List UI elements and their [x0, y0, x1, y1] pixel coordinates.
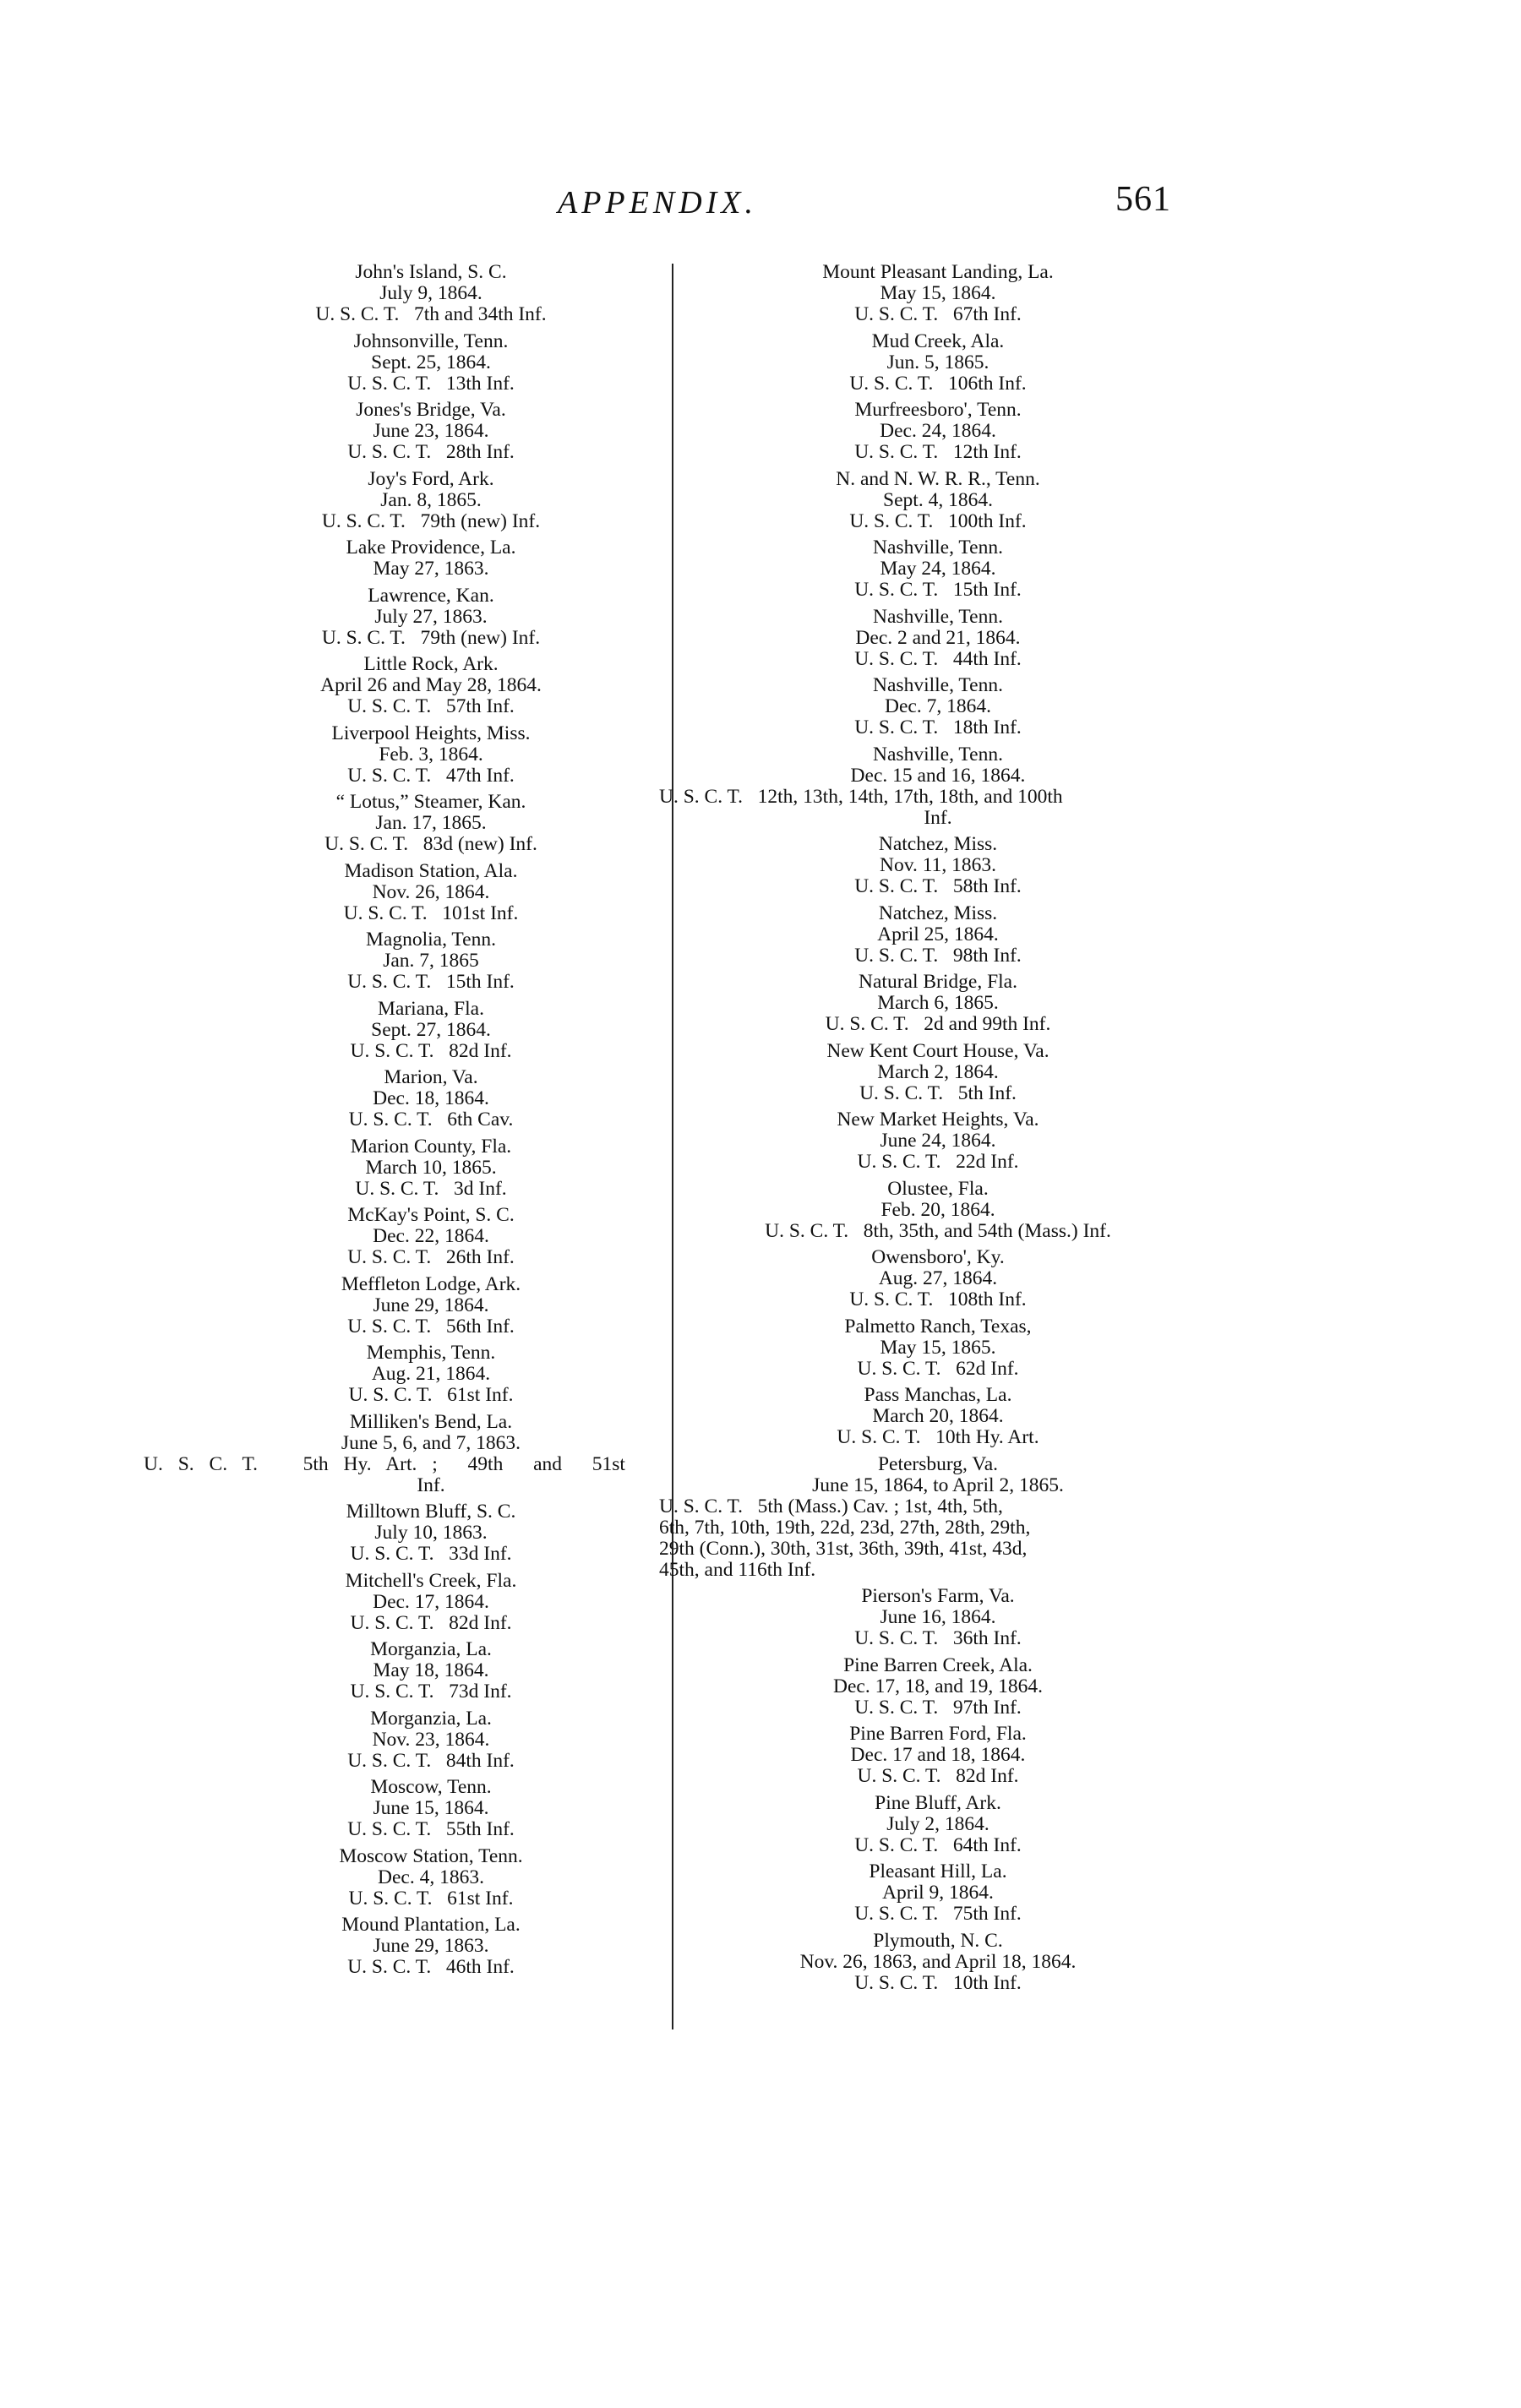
engagement-date: Nov. 26, 1864.: [372, 880, 490, 903]
engagement-units: U. S. C. T. 7th and 34th Inf.: [315, 303, 547, 325]
engagement-units: U. S. C. T. 6th Cav.: [348, 1109, 514, 1130]
engagement-date: May 15, 1864.: [880, 282, 996, 304]
engagement-place: Johnsonville, Tenn.: [353, 330, 509, 352]
engagement-place: Natural Bridge, Fla.: [859, 971, 1017, 993]
engagement-place: John's Island, S. C.: [355, 261, 507, 283]
engagement-date: Jun. 5, 1865.: [886, 351, 989, 373]
engagement-place: Pine Barren Ford, Fla.: [849, 1723, 1027, 1745]
engagement-date: June 15, 1864, to April 2, 1865.: [812, 1474, 1064, 1496]
engagement-entry: [194, 537, 668, 580]
engagement-entry: [659, 743, 1191, 829]
engagement-entry: [684, 1931, 1191, 1994]
engagement-entry: [194, 1501, 668, 1565]
engagement-entry: [194, 1639, 668, 1702]
engagement-place: Liverpool Heights, Miss.: [331, 722, 531, 744]
engagement-place: Mud Creek, Ala.: [871, 330, 1005, 352]
engagement-units: U. S. C. T. 79th (new) Inf.: [321, 626, 541, 649]
engagement-place: Moscow, Tenn.: [370, 1776, 492, 1798]
engagement-units: U. S. C. T. 15th Inf.: [347, 971, 515, 993]
engagement-date: Jan. 17, 1865.: [375, 812, 487, 834]
engagement-date: Dec. 22, 1864.: [373, 1225, 489, 1247]
engagement-units: U. S. C. T. 55th Inf.: [347, 1818, 515, 1840]
engagement-entry: [684, 607, 1191, 670]
engagement-entry: [684, 1179, 1191, 1242]
engagement-place: Joy's Ford, Ark.: [368, 467, 494, 490]
engagement-place: Petersburg, Va.: [877, 1452, 999, 1475]
engagement-place: Olustee, Fla.: [887, 1177, 989, 1200]
engagement-units: U. S. C. T. 46th Inf.: [347, 1956, 515, 1978]
engagement-place: McKay's Point, S. C.: [347, 1204, 515, 1226]
engagement-date: Feb. 3, 1864.: [379, 743, 483, 765]
engagement-units: U. S. C. T. 73d Inf.: [350, 1681, 512, 1702]
engagement-units: U. S. C. T. 82d Inf.: [350, 1611, 512, 1634]
engagement-place: Little Rock, Ark.: [363, 653, 499, 675]
engagement-entry: [194, 400, 668, 463]
engagement-date: June 29, 1863.: [373, 1935, 489, 1957]
engagement-date: May 18, 1864.: [373, 1659, 489, 1681]
engagement-place: Nashville, Tenn.: [873, 674, 1003, 696]
engagement-place: Mount Pleasant Landing, La.: [822, 261, 1054, 283]
engagement-units: U. S. C. T. 5th Inf.: [859, 1081, 1017, 1104]
engagement-entry: [684, 469, 1191, 532]
engagement-date: May 15, 1865.: [880, 1336, 996, 1359]
page-number: 561: [1115, 180, 1171, 219]
engagement-entry: [194, 723, 668, 787]
engagement-entry: [684, 1793, 1191, 1856]
engagement-units: U. S. C. T. 57th Inf.: [347, 695, 515, 717]
engagement-units: U. S. C. T. 28th Inf.: [347, 441, 515, 463]
engagement-place: Pine Barren Creek, Ala.: [843, 1653, 1033, 1676]
engagement-entry: [194, 929, 668, 993]
engagement-date: Dec. 17, 18, and 19, 1864.: [832, 1675, 1043, 1697]
engagement-entry: [659, 1452, 1191, 1581]
engagement-date: April 26 and May 28, 1864.: [320, 674, 542, 696]
engagement-entry: [684, 903, 1191, 967]
engagement-units: U. S. C. T. 67th Inf.: [854, 303, 1022, 325]
engagement-units: U. S. C. T. 12th, 13th, 14th, 17th, 18th, and 100th: [659, 785, 1063, 808]
engagement-place: Plymouth, N. C.: [873, 1929, 1003, 1952]
engagement-entry: [684, 400, 1191, 463]
engagement-date: Nov. 23, 1864.: [372, 1728, 490, 1751]
engagement-units: U. S. C. T. 101st Inf.: [343, 902, 519, 924]
engagement-units: U. S. C. T. 79th (new) Inf.: [321, 509, 541, 532]
engagement-entry: [194, 1708, 668, 1772]
engagement-units: U. S. C. T. 61st Inf.: [348, 1887, 514, 1910]
engagement-entry: [194, 861, 668, 924]
engagement-date: Sept. 4, 1864.: [883, 488, 993, 511]
engagement-entry: [684, 1109, 1191, 1173]
engagement-entry: [684, 1861, 1191, 1925]
engagement-place: Jones's Bridge, Va.: [356, 399, 506, 421]
engagement-entry: [144, 1410, 668, 1496]
engagement-date: Dec. 17, 1864.: [373, 1590, 489, 1613]
engagement-date: June 23, 1864.: [373, 420, 489, 442]
engagement-entry: [194, 792, 668, 855]
right-column: [659, 261, 1191, 1999]
engagement-date: Dec. 2 and 21, 1864.: [855, 626, 1021, 649]
engagement-place: Marion, Va.: [384, 1066, 478, 1088]
engagement-date: June 5, 6, and 7, 1863.: [341, 1431, 521, 1454]
engagement-entry: [684, 972, 1191, 1035]
engagement-place: Morganzia, La.: [370, 1707, 492, 1730]
engagement-units: U. S. C. T. 97th Inf.: [854, 1696, 1022, 1719]
engagement-place: Morganzia, La.: [370, 1638, 492, 1660]
engagement-date: Dec. 24, 1864.: [880, 420, 996, 442]
engagement-place: Madison Station, Ala.: [344, 859, 518, 882]
engagement-units-continued: Inf.: [924, 806, 952, 829]
engagement-units: U. S. C. T. 3d Inf.: [355, 1177, 507, 1200]
engagement-place: Meffleton Lodge, Ark.: [341, 1272, 521, 1295]
engagement-place: New Market Heights, Va.: [837, 1109, 1039, 1130]
engagement-units: U. S. C. T. 8th, 35th, and 54th (Mass.) Inf.: [765, 1219, 1111, 1242]
engagement-date: Jan. 7, 1865: [383, 950, 479, 972]
engagement-date: Nov. 26, 1863, and April 18, 1864.: [799, 1950, 1077, 1973]
engagement-entry: [684, 1724, 1191, 1787]
engagement-date: April 25, 1864.: [877, 923, 999, 945]
engagement-place: “ Lotus,” Steamer, Kan.: [335, 791, 526, 813]
engagement-units: U. S. C. T. 47th Inf.: [347, 764, 515, 787]
engagement-entry: [684, 537, 1191, 601]
engagement-entry: [194, 654, 668, 717]
column-divider: [672, 264, 673, 2029]
running-head: APPENDIX.: [558, 185, 758, 221]
engagement-place: New Kent Court House, Va.: [826, 1039, 1049, 1062]
engagement-units: U. S. C. T. 98th Inf.: [854, 944, 1022, 967]
engagement-date: July 2, 1864.: [886, 1812, 989, 1835]
engagement-date: April 9, 1864.: [882, 1882, 994, 1904]
engagement-units: U. S. C. T. 84th Inf.: [347, 1749, 515, 1772]
engagement-entry: [194, 262, 668, 325]
engagement-place: Pass Manchas, La.: [864, 1384, 1012, 1406]
engagement-date: Dec. 17 and 18, 1864.: [850, 1744, 1026, 1766]
engagement-place: Milltown Bluff, S. C.: [346, 1501, 516, 1523]
engagement-place: Lawrence, Kan.: [368, 584, 494, 607]
engagement-entry: [684, 675, 1191, 738]
engagement-date: Nov. 11, 1863.: [880, 854, 996, 876]
engagement-units: U. S. C. T. 106th Inf.: [849, 372, 1027, 395]
engagement-units: U. S. C. T. 58th Inf.: [854, 875, 1022, 897]
engagement-place: Pine Bluff, Ark.: [875, 1791, 1001, 1814]
engagement-place: Nashville, Tenn.: [873, 743, 1003, 765]
engagement-entry: [684, 262, 1191, 325]
engagement-place: Magnolia, Tenn.: [366, 929, 496, 951]
engagement-units: U. S. C. T. 26th Inf.: [347, 1246, 515, 1268]
engagement-units: U. S. C. T. 33d Inf.: [350, 1543, 512, 1565]
engagement-units: U. S. C. T. 15th Inf.: [854, 579, 1022, 601]
engagement-units: U. S. C. T. 44th Inf.: [854, 647, 1022, 670]
engagement-units: U. S. C. T. 2d and 99th Inf.: [825, 1013, 1051, 1035]
engagement-place: Marion County, Fla.: [350, 1135, 512, 1158]
engagement-date: May 24, 1864.: [880, 558, 996, 580]
engagement-entry: [684, 1247, 1191, 1310]
engagement-date: Dec. 15 and 16, 1864.: [850, 764, 1026, 787]
engagement-entry: [684, 1316, 1191, 1380]
engagement-units: U. S. C. T. 82d Inf.: [350, 1039, 512, 1062]
engagement-date: March 2, 1864.: [877, 1060, 999, 1083]
engagement-place: Moscow Station, Tenn.: [339, 1844, 523, 1867]
engagement-place: Mound Plantation, La.: [341, 1914, 521, 1936]
engagement-units: U. S. C. T. 10th Inf.: [854, 1971, 1022, 1994]
engagement-entry: [194, 1136, 668, 1200]
engagement-date: Aug. 27, 1864.: [878, 1267, 998, 1289]
engagement-place: Pleasant Hill, La.: [869, 1860, 1007, 1882]
engagement-units: U. S. C. T. 75th Inf.: [854, 1903, 1022, 1925]
engagement-place: Lake Providence, La.: [346, 537, 516, 558]
engagement-place: N. and N. W. R. R., Tenn.: [836, 467, 1040, 490]
engagement-date: July 10, 1863.: [374, 1522, 488, 1544]
engagement-units: U. S. C. T. 100th Inf.: [849, 509, 1027, 532]
engagement-units: U. S. C. T. 36th Inf.: [854, 1627, 1022, 1649]
engagement-date: March 10, 1865.: [365, 1156, 497, 1179]
engagement-entry: [194, 1915, 668, 1978]
engagement-date: July 27, 1863.: [374, 605, 488, 628]
engagement-entry: [194, 331, 668, 395]
engagement-entry: [684, 1655, 1191, 1719]
engagement-place: Nashville, Tenn.: [873, 605, 1003, 628]
engagement-entry: [194, 1067, 668, 1130]
engagement-date: June 24, 1864.: [880, 1130, 996, 1152]
engagement-entry: [194, 999, 668, 1062]
engagement-place: Memphis, Tenn.: [366, 1342, 496, 1364]
engagement-date: Aug. 21, 1864.: [371, 1363, 491, 1385]
engagement-units: U. S. C. T. 83d (new) Inf.: [324, 833, 537, 855]
engagement-date: Jan. 8, 1865.: [380, 488, 482, 511]
engagement-place: Milliken's Bend, La.: [349, 1410, 513, 1433]
engagement-place: Mitchell's Creek, Fla.: [345, 1569, 517, 1592]
engagement-date: Sept. 25, 1864.: [371, 351, 491, 373]
engagement-units: U. S. C. T. 61st Inf.: [348, 1384, 514, 1406]
engagement-place: Murfreesboro', Tenn.: [854, 399, 1022, 421]
engagement-entry: [194, 469, 668, 532]
engagement-entry: [194, 1571, 668, 1634]
engagement-units: U. S. C. T. 5th (Mass.) Cav. ; 1st, 4th, 5th, 6th, 7th, 10th, 19th, 22d, 23d, 27th, 28th, 29th, 29th (Conn.), 30th, 31st, 36th, 39th, 41st, 43d, 45th, and 116th Inf.: [659, 1495, 1031, 1581]
engagement-place: Natchez, Miss.: [878, 833, 998, 855]
engagement-entry: [684, 331, 1191, 395]
engagement-date: June 29, 1864.: [373, 1294, 489, 1316]
engagement-entry: [684, 1385, 1191, 1448]
engagement-units: U. S. C. T. 12th Inf.: [854, 441, 1022, 463]
engagement-units: U. S. C. T. 108th Inf.: [849, 1288, 1027, 1310]
engagement-units: U. S. C. T. 62d Inf.: [857, 1357, 1019, 1380]
engagement-units: U. S. C. T. 13th Inf.: [347, 372, 515, 395]
engagement-date: Dec. 4, 1863.: [378, 1866, 484, 1888]
engagement-date: July 9, 1864.: [379, 282, 482, 304]
engagement-place: Palmetto Ranch, Texas,: [844, 1315, 1032, 1337]
engagement-units: U. S. C. T. 18th Inf.: [854, 716, 1022, 738]
engagement-place: Mariana, Fla.: [378, 997, 484, 1020]
engagement-place: Owensboro', Ky.: [871, 1246, 1005, 1268]
engagement-units: U. S. C. T. 5th Hy. Art. ; 49th and 51st: [144, 1452, 625, 1475]
engagement-entry: [194, 1777, 668, 1840]
engagement-date: Feb. 20, 1864.: [880, 1198, 995, 1221]
engagement-entry: [684, 834, 1191, 897]
engagement-date: March 6, 1865.: [877, 992, 999, 1014]
engagement-date: June 15, 1864.: [373, 1797, 489, 1819]
engagement-units: U. S. C. T. 82d Inf.: [857, 1765, 1019, 1787]
engagement-entry: [684, 1041, 1191, 1104]
engagement-units: U. S. C. T. 22d Inf.: [857, 1151, 1019, 1173]
engagement-date: Dec. 7, 1864.: [885, 695, 991, 717]
engagement-entry: [194, 586, 668, 649]
engagement-date: Dec. 18, 1864.: [373, 1087, 489, 1109]
engagement-place: Natchez, Miss.: [878, 902, 998, 924]
engagement-date: Sept. 27, 1864.: [371, 1018, 491, 1041]
engagement-units-continued: Inf.: [417, 1474, 445, 1496]
engagement-entry: [194, 1846, 668, 1910]
engagement-entry: [684, 1586, 1191, 1649]
engagement-date: June 16, 1864.: [880, 1606, 996, 1628]
engagement-place: Pierson's Farm, Va.: [861, 1585, 1015, 1607]
engagement-entry: [194, 1274, 668, 1337]
engagement-date: March 20, 1864.: [872, 1405, 1004, 1427]
engagement-units: U. S. C. T. 10th Hy. Art.: [837, 1426, 1039, 1448]
engagement-units: U. S. C. T. 56th Inf.: [347, 1315, 515, 1337]
engagement-entry: [194, 1205, 668, 1268]
engagement-entry: [194, 1343, 668, 1406]
engagement-place: Nashville, Tenn.: [873, 537, 1003, 558]
left-column: [144, 261, 668, 1984]
engagement-date: May 27, 1863.: [373, 558, 489, 580]
engagement-units: U. S. C. T. 64th Inf.: [854, 1833, 1022, 1856]
